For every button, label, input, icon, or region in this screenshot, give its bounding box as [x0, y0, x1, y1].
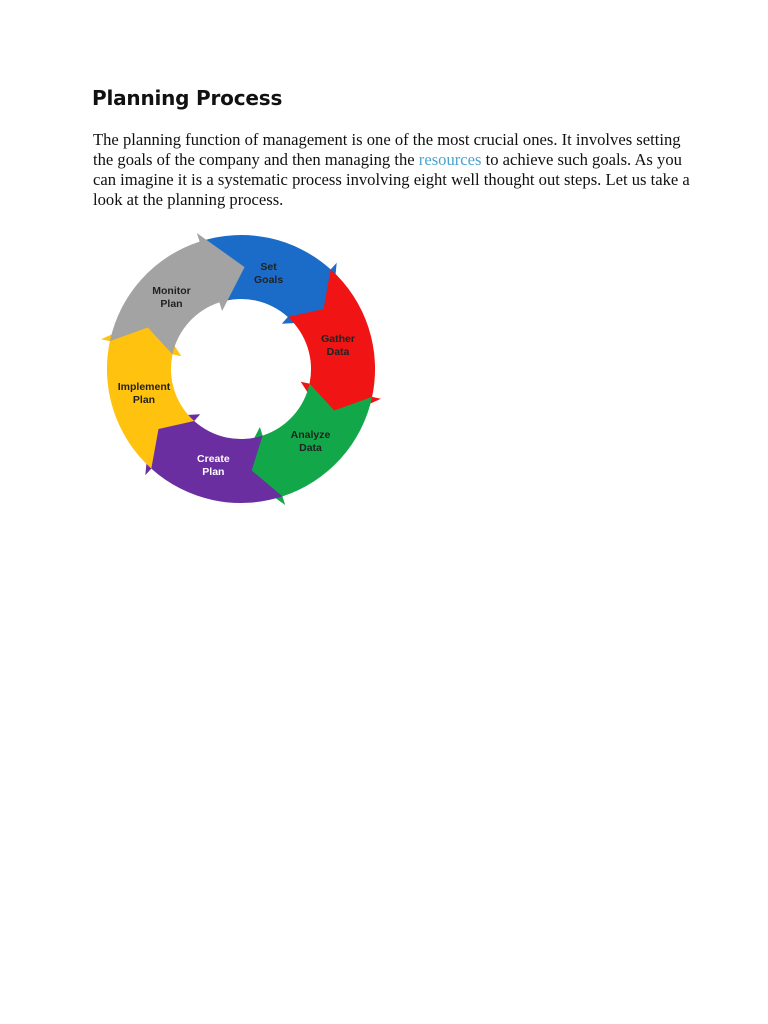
cycle-label-monitor-plan: Monitor Plan [152, 285, 191, 311]
planning-cycle-diagram [100, 232, 390, 507]
cycle-label-analyze-data: Analyze Data [290, 428, 331, 454]
cycle-label-create-plan: Create Plan [197, 453, 230, 479]
paragraph-text-start: The planning function of management is one of the most crucial ones. It involves setting the goals of the company and then managing the [93, 130, 681, 169]
resources-link[interactable]: resources [418, 150, 482, 169]
intro-paragraph [93, 130, 693, 210]
paragraph-text-end: to achieve such goals. As you can imagine it is a systematic process involving eight well thought out steps. Let us take a look at the planning process. [93, 150, 690, 209]
cycle-label-set-goals: Set Goals [254, 260, 284, 286]
cycle-label-implement-plan: Implement Plan [117, 381, 171, 407]
cycle-label-gather-data: Gather Data [321, 332, 355, 358]
page-title: Planning Process [92, 86, 283, 110]
